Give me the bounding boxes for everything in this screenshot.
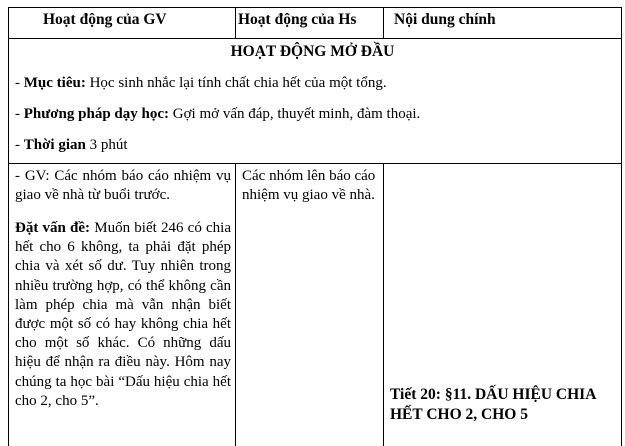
column-divider-gv-hs-top — [235, 7, 236, 39]
hs-task: Các nhóm lên báo cáo nhiệm vụ giao về nhà. — [242, 168, 376, 204]
column-header-content: Nội dung chính — [394, 11, 496, 28]
objective-text: Học sinh nhắc lại tính chất chia hết của một tổng. — [89, 75, 387, 91]
column-divider-hs-content — [383, 163, 384, 446]
section-title: HOẠT ĐỘNG MỞ ĐẦU — [230, 43, 395, 60]
objective-line: - Mục tiêu: Học sinh nhắc lại tính chất chia hết của một tổng. — [15, 75, 387, 91]
table-border-top — [8, 7, 622, 8]
gv-task: - GV: Các nhóm báo cáo nhiệm vụ giao về nhà từ buổi trước. — [15, 168, 231, 204]
time-line: - Thời gian 3 phút — [15, 137, 128, 153]
lesson-title: Tiết 20: §11. DẤU HIỆU CHIA HẾT CHO 2, CHO 5 — [390, 386, 596, 423]
column-divider-hs-content-top — [383, 7, 384, 39]
problem-statement — [15, 219, 231, 411]
method-label: Phương pháp dạy học: — [23, 106, 170, 122]
column-divider-gv-hs — [235, 163, 236, 446]
objective-label: Mục tiêu: — [23, 75, 86, 91]
table-border-left — [8, 7, 9, 446]
table-border-right — [621, 7, 622, 446]
intro-row-divider — [8, 163, 622, 164]
problem-text: Muốn biết 246 có chia hết cho 6 không, ta phải đặt phép chia và xét số dư. Tuy nhiên trong nhiều trường hợp, có thể không cần làm phép chia mà vẫn nhận biết được một số có hay không chia hết cho một số khác. Có những dấu hiệu để nhận ra điều này. Hôm nay chúng ta học bài “Dấu hiệu chia hết cho 2, cho 5”. — [15, 220, 232, 409]
time-text: 3 phút — [89, 137, 128, 153]
time-label: Thời gian — [23, 137, 86, 153]
method-text: Gợi mở vấn đáp, thuyết minh, đàm thoại. — [172, 106, 421, 122]
problem-label: Đặt vấn đề: — [15, 220, 91, 236]
method-line: - Phương pháp dạy học: Gợi mở vấn đáp, thuyết minh, đàm thoại. — [15, 106, 421, 122]
header-row-divider — [8, 38, 622, 39]
column-header-gv: Hoạt động của GV — [43, 11, 167, 28]
column-header-hs: Hoạt động của Hs — [238, 11, 357, 28]
